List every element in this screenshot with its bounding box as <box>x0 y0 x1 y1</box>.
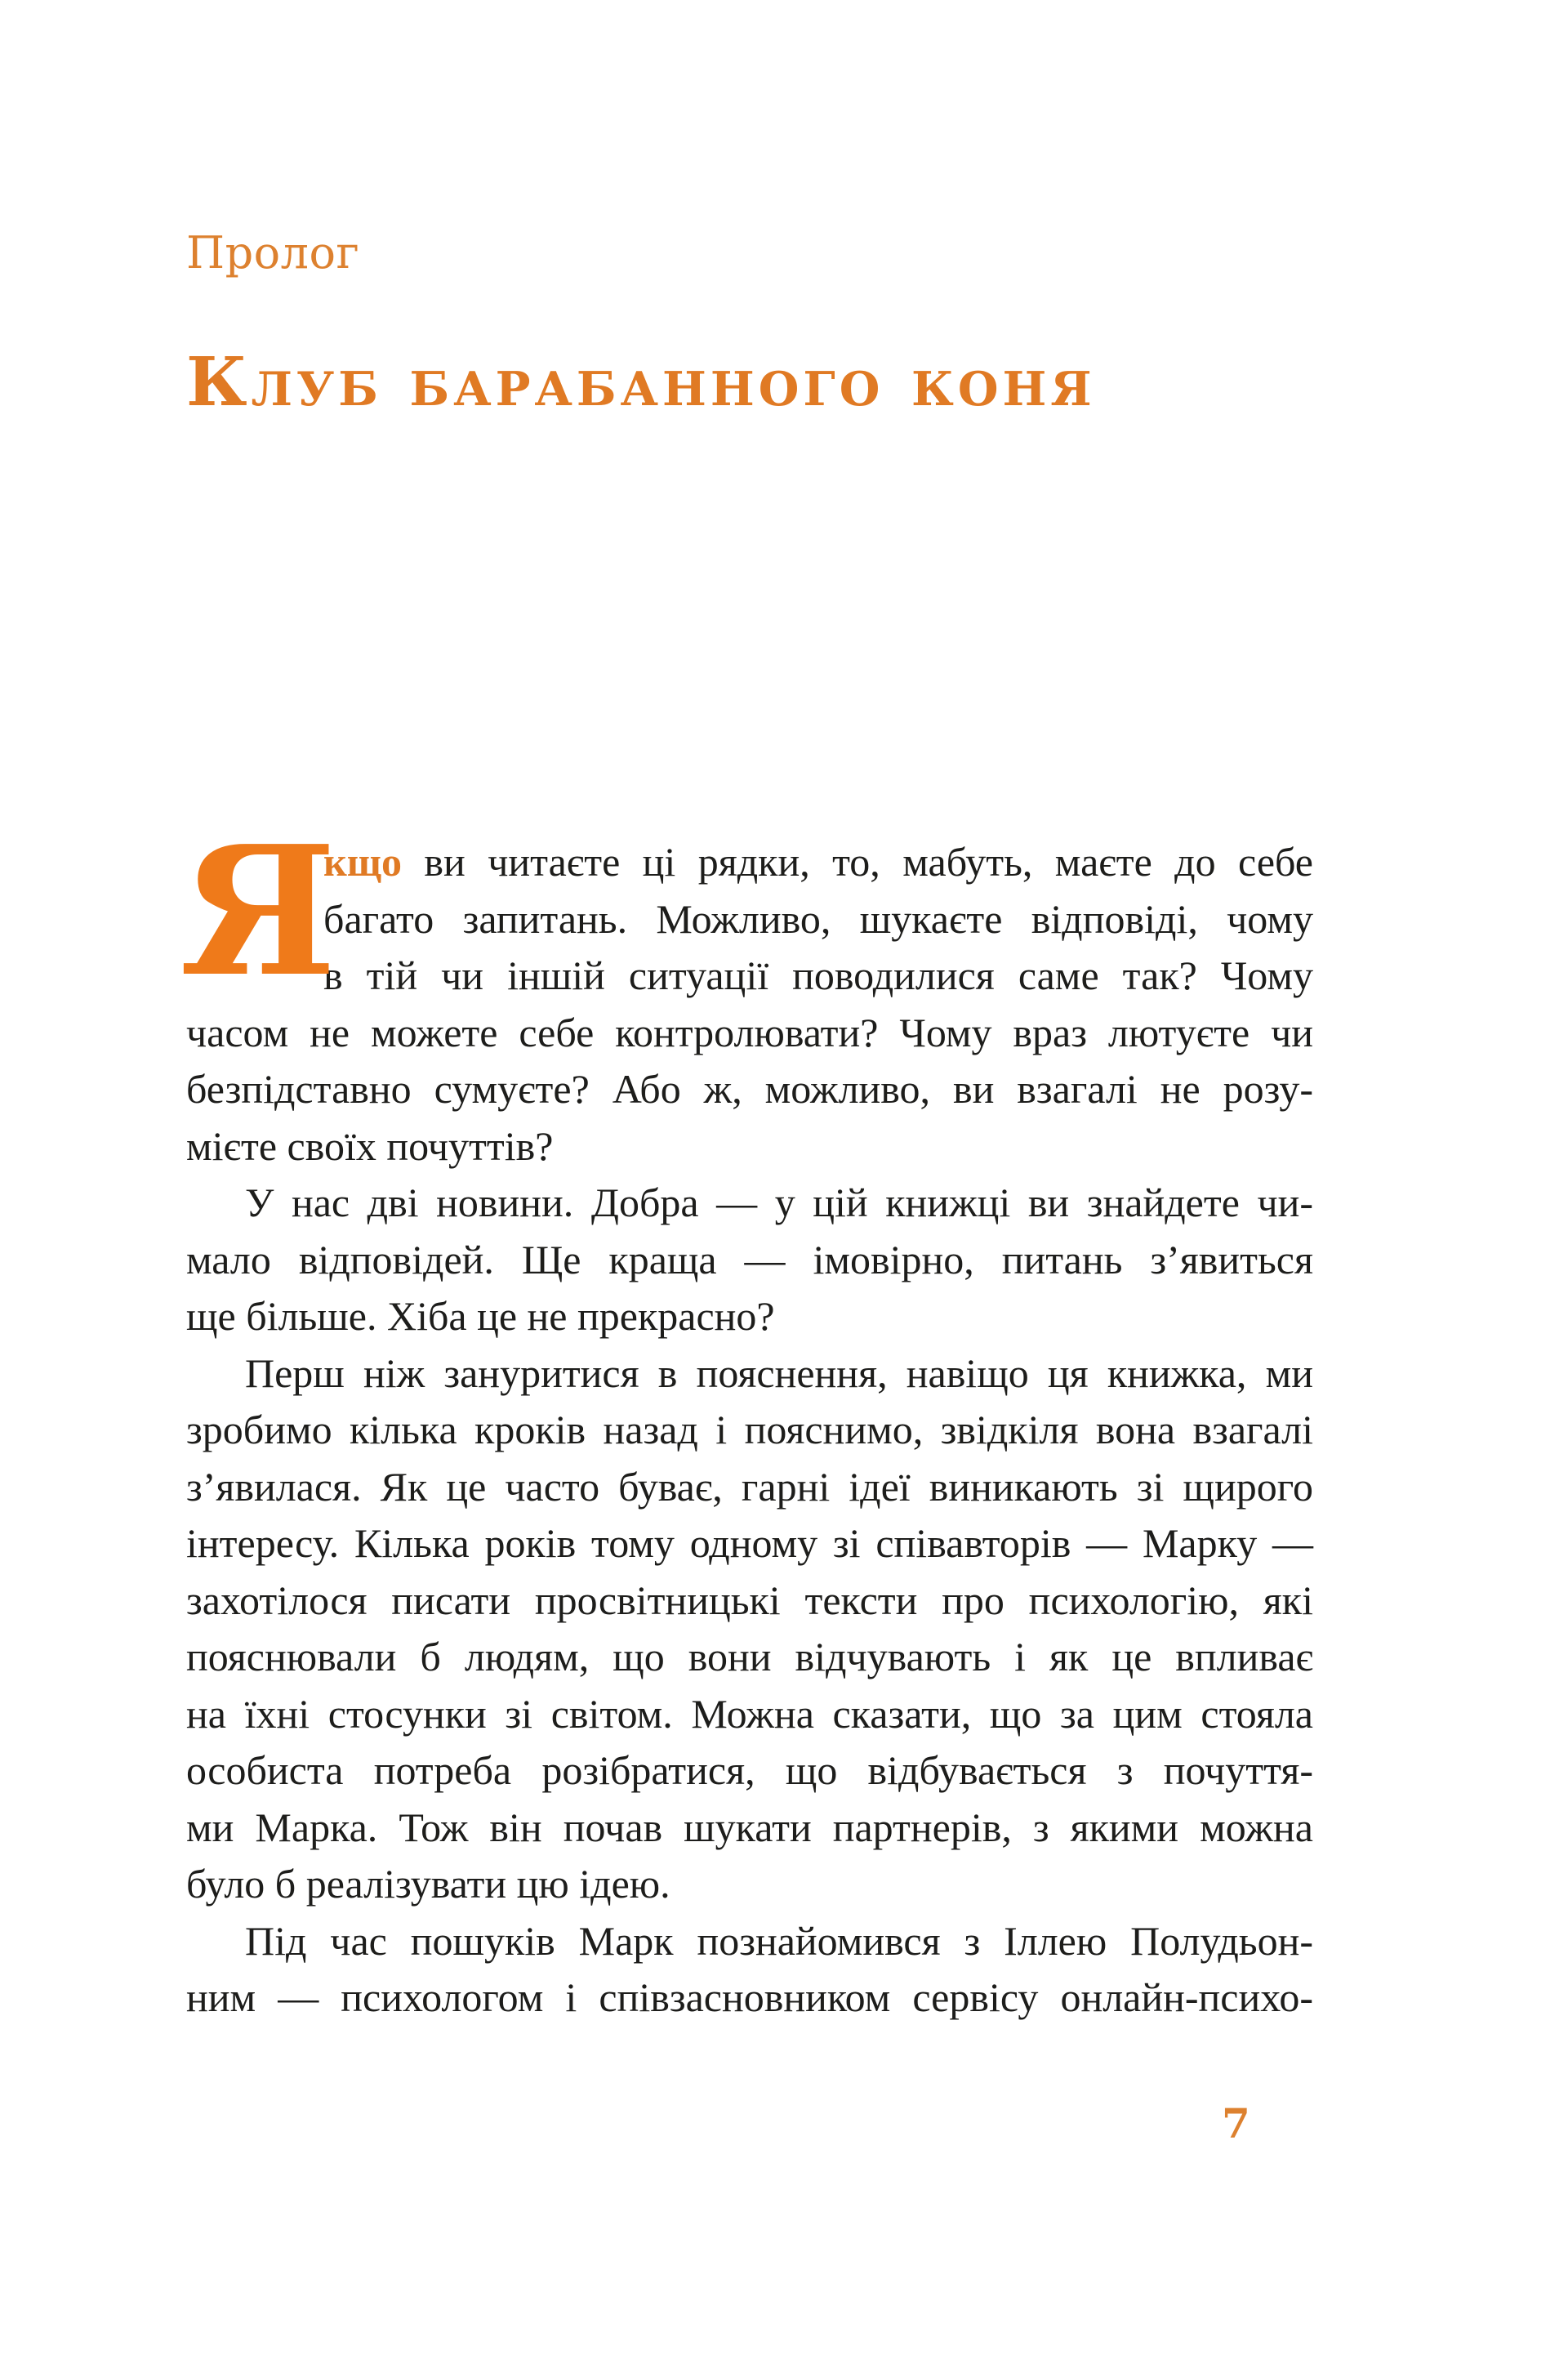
section-kicker: Пролог <box>186 227 360 279</box>
text-line: Перш ніж зануритися в пояснення, навіщо ця книжка, ми <box>245 1349 1313 1396</box>
first-line-rest: ви читаєте ці рядки, то, мабуть, маєте до себе <box>402 839 1313 885</box>
page-number: 7 <box>1222 2099 1250 2148</box>
text-line: багато запитань. Можливо, шукаєте відповіді, чому <box>323 895 1313 942</box>
chapter-title: Клуб барабанного коня <box>186 343 1096 421</box>
text-line: часом не можете себе контролювати? Чому враз лютуєте чи <box>186 1009 1313 1055</box>
text-line: ще більше. Хіба це не прекрасно? <box>186 1293 775 1339</box>
lead-word: кщо <box>323 839 403 885</box>
body-text <box>180 807 1313 2027</box>
text-line: з’явилася. Як це часто буває, гарні ідеї виникають зі щирого <box>186 1463 1313 1510</box>
text-line: мало відповідей. Ще краща — імовірно, питань з’явиться <box>186 1236 1313 1282</box>
text-line: мієте своїх почуттів? <box>186 1122 554 1169</box>
text-line: ми Марка. Тож він почав шукати партнерів, з якими можна <box>186 1804 1313 1850</box>
text-line: інтересу. Кілька років тому одному зі співавторів — Марку — <box>186 1520 1313 1566</box>
text-line: безпідставно сумуєте? Або ж, можливо, ви взагалі не розу- <box>186 1066 1313 1112</box>
text-line: було б реалізувати цю ідею. <box>186 1861 670 1907</box>
text-line: в тій чи іншій ситуації поводилися саме так? Чому <box>323 952 1313 998</box>
text-line: захотілося писати просвітницькі тексти про психологію, які <box>186 1577 1313 1623</box>
text-line: зробимо кілька кроків назад і пояснимо, звідкіля вона взагалі <box>186 1407 1313 1452</box>
text-line: на їхні стосунки зі світом. Можна сказати, що за цим стояла <box>186 1690 1313 1737</box>
text-line <box>186 834 1313 891</box>
text-line: особиста потреба розібратися, що відбувається з почуття- <box>186 1747 1313 1793</box>
text-line: пояснювали б людям, що вони відчувають і як це впливає <box>186 1634 1313 1679</box>
text-line: ним — психологом і співзасновником сервісу онлайн-психо- <box>186 1974 1313 2020</box>
text-line: У нас дві новини. Добра — у цій книжці ви знайдете чи- <box>245 1180 1313 1225</box>
text-line: Під час пошуків Марк познайомився з Іллею Полудьон- <box>245 1917 1313 1964</box>
drop-cap: Я <box>180 807 337 1016</box>
